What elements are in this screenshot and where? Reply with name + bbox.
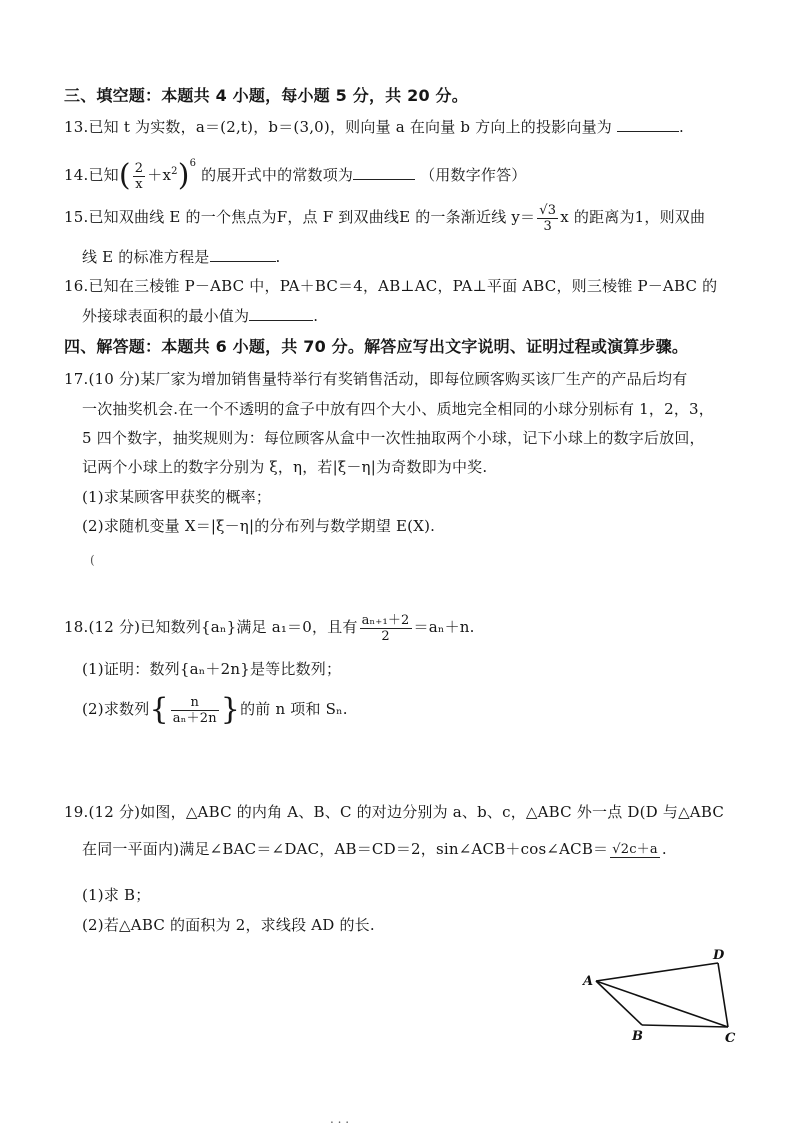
q15-line2a: 线 E 的标准方程是 (82, 248, 210, 266)
q19-fraction (610, 842, 660, 858)
q19-frac-num: √2c＋a (612, 842, 658, 857)
stray-mark: ( (90, 553, 95, 567)
q14-frac-den: x (135, 176, 143, 192)
figure-lines (596, 963, 728, 1027)
q18-brace-left: { (149, 692, 169, 727)
q15-line1a: 15.已知双曲线 E 的一个焦点为F，点 F 到双曲线E 的一条渐近线 y＝ (64, 208, 536, 226)
q14-tail: （用数字作答） (420, 166, 527, 184)
q18-sub2b: 的前 n 项和 Sₙ. (240, 700, 348, 718)
q18-sub2-fraction (171, 695, 219, 726)
label-A: A (583, 974, 594, 989)
question-15-line1 (64, 200, 705, 234)
q14-answer-blank[interactable] (353, 165, 415, 180)
q15-line1b: x 的距离为1，则双曲 (560, 208, 706, 226)
q17-sub1: (1)求某顾客甲获奖的概率； (82, 488, 272, 506)
q14-suffix: 的展开式中的常数项为 (201, 166, 354, 184)
q15-answer-blank[interactable] (210, 247, 276, 262)
q18-brace-right: } (220, 692, 241, 727)
question-16-line2 (82, 306, 318, 326)
q19-sub2: (2)若△ABC 的面积为 2，求线段 AD 的长. (82, 916, 375, 934)
q14-frac-num: 2 (134, 160, 144, 176)
geometry-figure-svg (570, 935, 750, 1055)
q14-plus: ＋x (147, 166, 172, 184)
segment-AD (596, 963, 718, 981)
label-D: D (713, 948, 725, 963)
q17-line4: 记两个小球上的数字分别为 ξ，η，若|ξ－η|为奇数即为中奖. (82, 458, 488, 476)
q17-line3: 5 四个数字，抽奖规则为：每位顾客从盒中一次性抽取两个小球，记下小球上的数字后放回， (82, 429, 705, 447)
q14-square: 2 (171, 166, 178, 177)
q17-sub2: (2)求随机变量 X＝|ξ－η|的分布列与数学期望 E(X). (82, 517, 436, 535)
q15-frac-num: √3 (539, 202, 557, 218)
q14-prefix: 14.已知 (64, 166, 119, 184)
q13-end: . (678, 118, 684, 136)
segment-BC (642, 1025, 728, 1027)
question-15-line2 (82, 247, 280, 267)
label-C: C (725, 1031, 736, 1046)
q13-answer-blank[interactable] (617, 117, 679, 132)
section3-heading: 三、填空题：本题共 4 小题，每小题 5 分，共 20 分。 (64, 86, 468, 105)
q19-sub1: (1)求 B； (82, 886, 151, 904)
q18-sub2-den: aₙ＋2n (172, 710, 217, 726)
q15-frac-den: 3 (543, 218, 552, 234)
q19-line1: 19.(12 分)如图，△ABC 的内角 A、B、C 的对边分别为 a、b、c，△ABC 外一点 D(D 与△ABC (64, 803, 725, 821)
q14-fraction (133, 161, 145, 192)
q16-line2b: . (313, 307, 319, 325)
q16-line2a: 外接球表面积的最小值为 (82, 307, 250, 325)
q18-frac-num: aₙ₊₁＋2 (361, 612, 410, 628)
q18-sub1: (1)证明：数列{aₙ＋2n}是等比数列； (82, 660, 342, 678)
geometry-figure (570, 935, 750, 1055)
q15-fraction (537, 203, 558, 234)
q18-fraction (360, 613, 412, 644)
section4-heading: 四、解答题：本题共 6 小题，共 70 分。解答应写出文字说明、证明过程或演算步骤。 (64, 337, 689, 356)
segment-AC (596, 981, 728, 1027)
q15-line2b: . (275, 248, 281, 266)
q19-line2a: 在同一平面内)满足∠BAC＝∠DAC，AB＝CD＝2，sin∠ACB＋cos∠ACB＝ (82, 840, 609, 858)
q18-frac-den: 2 (381, 628, 390, 644)
q18-prefix: 18.(12 分)已知数列{aₙ}满足 a₁＝0，且有 (64, 618, 358, 636)
question-16-line1: 16.已知在三棱锥 P－ABC 中，PA＋BC＝4，AB⊥AC，PA⊥平面 ABC，则三棱锥 P－ABC 的 (64, 277, 718, 295)
q19-line2b: . (661, 840, 667, 858)
q18-sub2-num: n (171, 695, 219, 711)
q17-line1: 17.(10 分)某厂家为增加销售量特举行有奖销售活动，即每位顾客购买该厂生产的产品后均有 (64, 370, 688, 388)
q14-paren-left: ( (118, 158, 131, 193)
q18-sub2 (82, 692, 348, 726)
q17-line2: 一次抽奖机会.在一个不透明的盒子中放有四个大小、质地完全相同的小球分别标有 1，2，3， (82, 400, 714, 418)
question-14 (64, 148, 527, 192)
q18-sub2a: (2)求数列 (82, 700, 150, 718)
q14-paren-right: ) (177, 158, 190, 193)
segment-CD (718, 963, 728, 1027)
question-13 (64, 117, 684, 137)
q16-answer-blank[interactable] (249, 306, 313, 321)
footer-dots: . . . (330, 1112, 350, 1126)
label-B: B (632, 1029, 643, 1044)
segment-AB (596, 981, 642, 1025)
q19-line2 (82, 832, 667, 866)
q18-suffix: ＝aₙ＋n. (413, 618, 475, 636)
q14-exponent: 6 (189, 158, 197, 169)
q13-text: 13.已知 t 为实数，a＝(2,t)，b＝(3,0)，则向量 a 在向量 b 方向上的投影向量为 (64, 118, 612, 136)
question-18 (64, 610, 475, 644)
